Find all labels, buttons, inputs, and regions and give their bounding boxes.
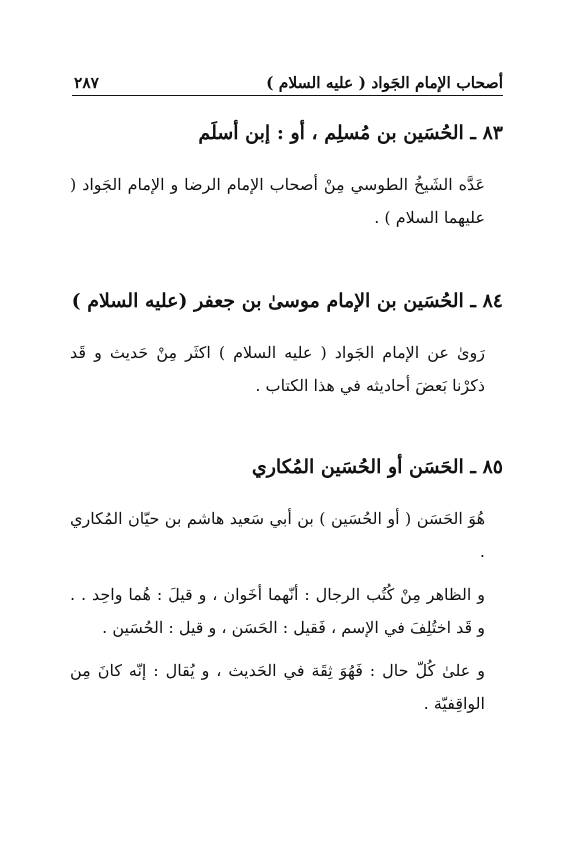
entry-paragraph: عَدَّه الشَيخُ الطوسي مِنْ أصحاب الإمام الرضا و الإمام الجَواد ( عليهما السلام ) . [70, 175, 485, 227]
header-rule [72, 95, 503, 96]
entry-paragraph: رَوىٰ عن الإمام الجَواد ( عليه السلام ) اكثَر مِنْ حَديث و قَد ذكرْنا بَعضَ أحاديثه في هذا الكتاب . [70, 343, 485, 395]
entry-heading: ٨٣ ـ الحُسَين بن مُسلِم ، أو : إبن أسلَم [198, 122, 503, 144]
entry-84 [70, 286, 503, 402]
entry-heading: ٨٥ ـ الحَسَن أو الحُسَين المُكاري [251, 456, 503, 478]
entry-heading: ٨٤ ـ الحُسَين بن الإمام موسىٰ بن جعفر (عليه السلام ) [71, 290, 503, 312]
entry-paragraph: هُوَ الحَسَن ( أو الحُسَين ) بن أبي سَعيد هاشم بن حيّان المُكاري . [70, 509, 485, 561]
entry-83 [70, 118, 503, 234]
entry-85 [70, 452, 503, 720]
entry-paragraph: و الظاهر مِنْ كُتُب الرجال : أنّهما أخَوان ، و قيلَ : هُما واحِد . . و قَد اختُلِفَ في الإسم ، فَقيل : الحَسَن ، و قيل : الحُسَين . [70, 585, 485, 637]
entry-paragraph: و علىٰ كُلّ حال : فَهُوَ ثِقَة في الحَديث ، و يُقال : إنّه كانَ مِن الواقِفيّة . [70, 661, 485, 713]
running-header [74, 64, 503, 92]
header-title: أصحاب الإمام الجَواد ( عليه السلام ) [266, 73, 503, 92]
page-number: ٢٨٧ [74, 73, 99, 92]
